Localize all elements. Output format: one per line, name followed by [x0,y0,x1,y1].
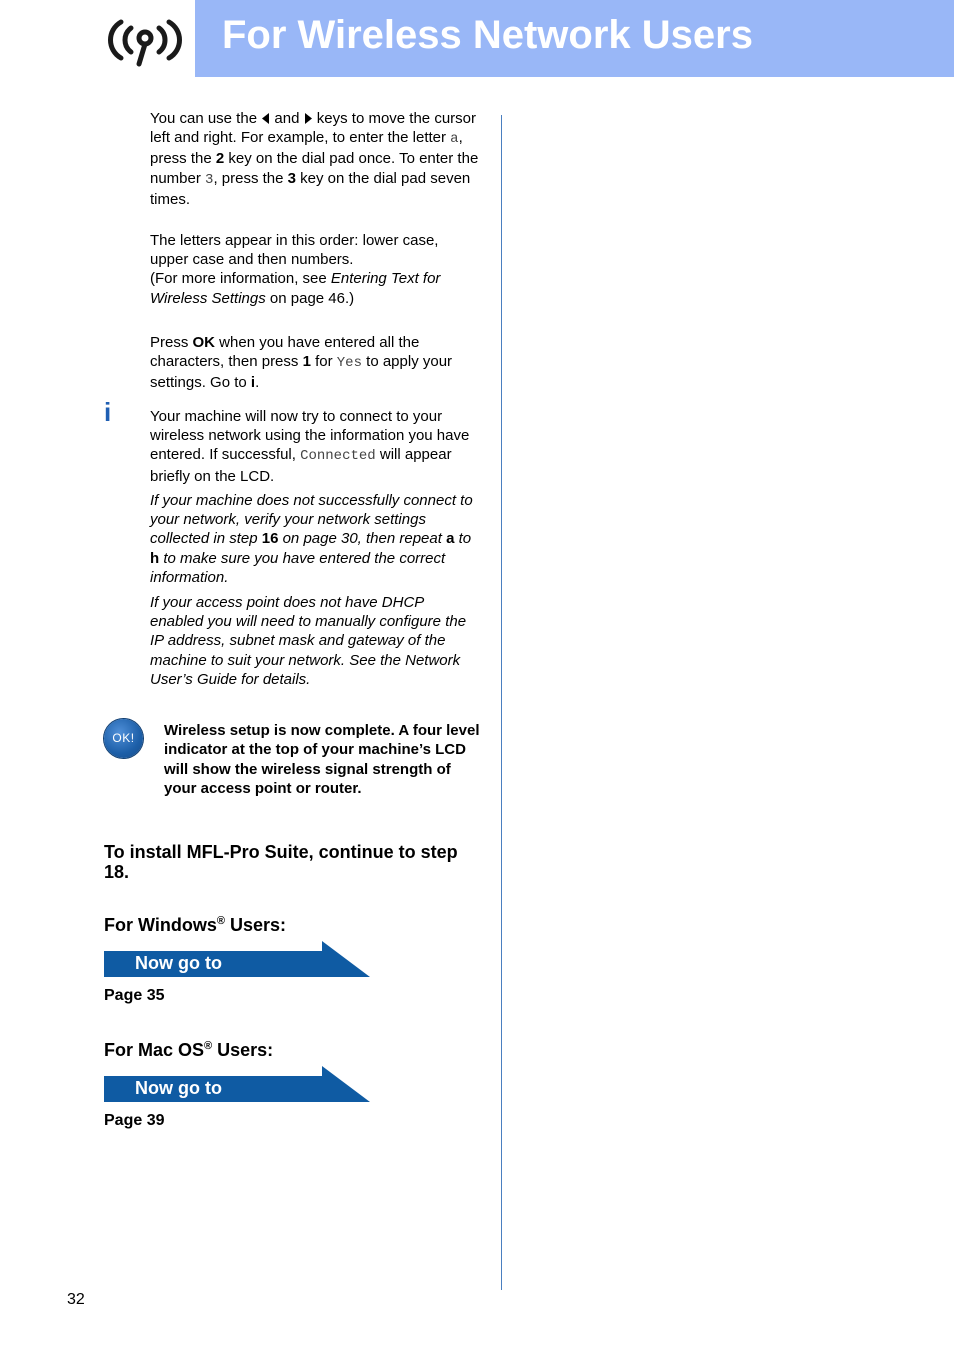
lcd-option: Yes [336,355,362,372]
text: (For more information, see [150,270,331,288]
text: . [255,374,260,392]
dhcp-note [150,593,480,689]
step-ref: a [446,530,455,548]
text: , press the [150,129,463,168]
mac-page-link[interactable]: Page 39 [104,1112,165,1129]
text: For Mac OS [104,1040,205,1060]
now-go-to-banner-mac [104,1066,370,1102]
key-label: 3 [287,169,296,187]
step-ref: 18 [104,862,125,882]
text: The letters appear in this order: lower case, upper case and then numbers. [150,232,439,269]
apply-settings-instructions [150,333,480,393]
setup-complete-text: Wireless setup is now complete. A four level indicator at the top of your machine’s LCD will show the wireless signal strength of your access point or router. [164,722,480,798]
text: for [310,353,337,371]
text: keys to move the cursor left and right. For example, to enter the letter [150,110,476,147]
text: . [124,862,130,882]
cross-reference: Entering Text for Wireless Settings [150,270,441,307]
text: To install MFL-Pro Suite, continue to step [104,842,458,862]
text: , press the [213,169,288,187]
connect-step-text [150,407,480,486]
text: If your machine does not successfully connect to your network, verify your network settings collected in step [150,492,473,548]
lcd-status: Connected [300,448,376,465]
column-divider [501,115,502,1290]
key-label: 2 [215,150,225,168]
lcd-number: 3 [205,171,214,188]
right-arrow-key-icon [304,113,313,124]
connection-failure-note [150,491,480,587]
ok-badge-icon [104,719,143,758]
text: For Windows [104,915,217,935]
text: to make sure you have entered the correct information. [150,549,446,586]
step-ref: 16 [261,530,279,548]
step-ref: h [150,549,160,567]
step-ref: i [250,374,256,392]
lcd-letter: a [450,131,459,148]
text: If your access point does not have DHCP enabled you will need to manually configure the IP address, subnet mask and gateway of the machine to suit your network. See the Network User’s Guide for details. [150,594,467,688]
page-title: For Wireless Network Users [222,13,753,57]
text: key on the dial pad seven times. [150,169,471,208]
left-arrow-key-icon [261,113,270,124]
text: to apply your settings. Go to [150,353,453,392]
text: will appear briefly on the LCD. [150,446,452,485]
text: to [454,530,472,548]
text: Your machine will now try to connect to your wireless network using the information you have entered. If successful, [150,408,470,464]
windows-page-link[interactable]: Page 35 [104,987,165,1004]
text: on page 30, then repeat [278,530,447,548]
text: on page 46.) [265,289,355,307]
now-go-to-label: Now go to [135,1078,222,1098]
registered-mark: ® [204,1040,213,1052]
install-instruction [104,842,464,882]
now-go-to-label: Now go to [135,953,222,973]
now-go-to-banner-windows [104,941,370,977]
header-bar [195,0,954,77]
key-label: 1 [302,353,311,371]
mac-heading [104,1036,273,1060]
text: and [270,110,304,127]
text-entry-instructions [150,109,480,209]
step-label: i [104,397,112,427]
registered-mark: ® [216,915,225,927]
key-label: OK [192,334,216,351]
letter-order-note [150,231,480,308]
text: key on the dial pad once. To enter the number [150,150,479,187]
windows-heading [104,911,286,935]
text: Users: [212,1040,274,1060]
text: Press [150,334,193,351]
page-number: 32 [67,1291,85,1308]
text: You can use the [150,110,262,127]
ok-badge-label: OK! [112,731,135,745]
text: Users: [224,915,286,935]
text: when you have entered all the characters, then press [150,334,420,371]
wireless-network-icon [103,14,187,68]
